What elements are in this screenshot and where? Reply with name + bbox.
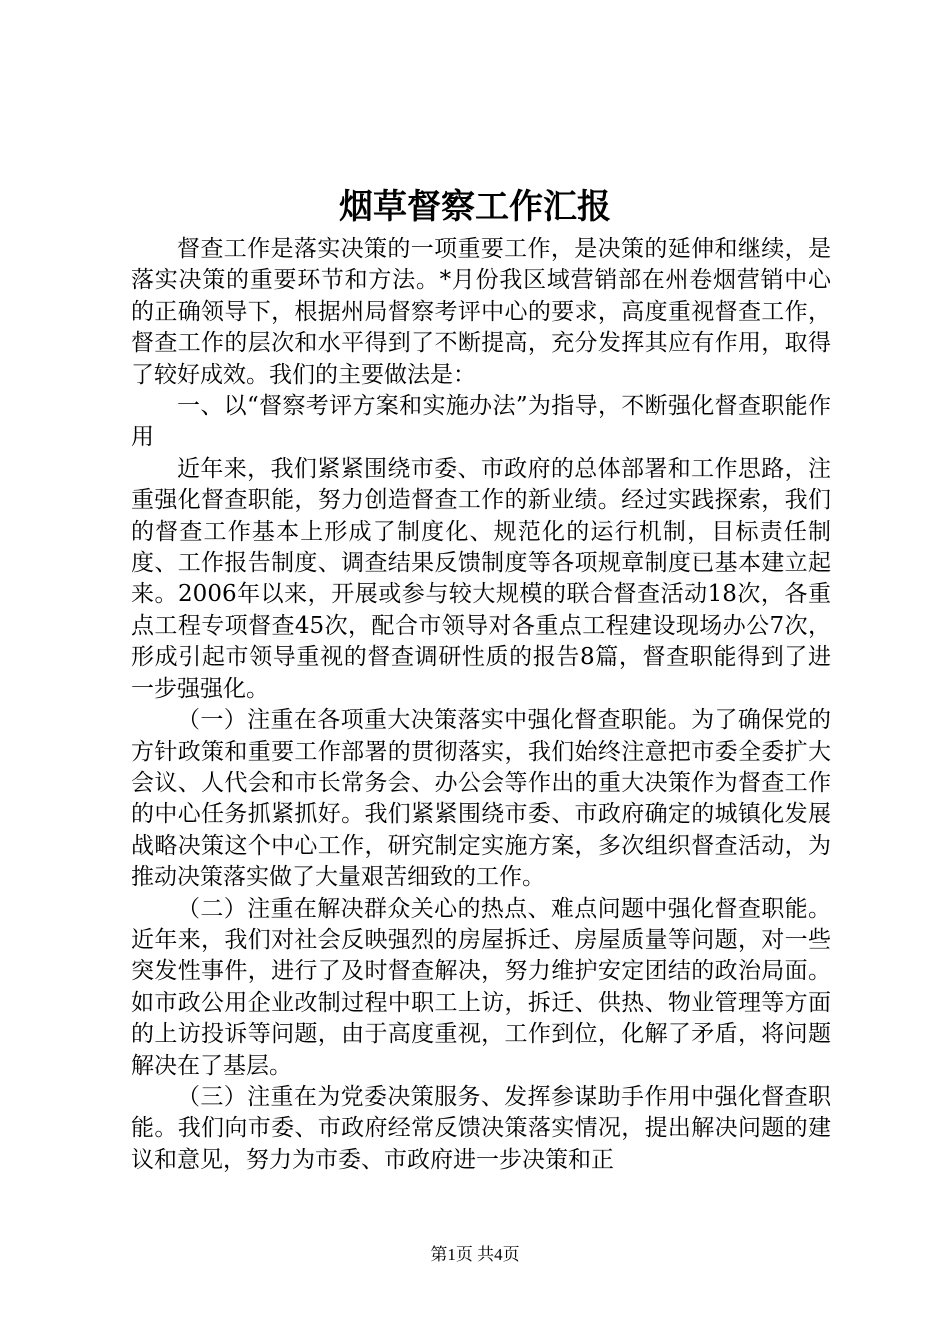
paragraph: （一）注重在各项重大决策落实中强化督查职能。为了确保党的方针政策和重要工作部署的贯彻落实，我们始终注意把市委全委扩大会议、人代会和市长常务会、办公会等作出的重大决策作为督查工作的中心任务抓紧抓好。我们紧紧围绕市委、市政府确定的城镇化发展战略决策这个中心工作，研究制定实施方案，多次组织督查活动，为推动决策落实做了大量艰苦细致的工作。 xyxy=(131,707,831,891)
paragraph: （二）注重在解决群众关心的热点、难点问题中强化督查职能。近年来，我们对社会反映强烈的房屋拆迁、房屋质量等问题，对一些突发性事件，进行了及时督查解决，努力维护安定团结的政治局面。如市政公用企业改制过程中职工上访，拆迁、供热、物业管理等方面的上访投诉等问题，由于高度重视，工作到位，化解了矛盾，将问题解决在了基层。 xyxy=(131,895,831,1079)
paragraph: 督查工作是落实决策的一项重要工作，是决策的延伸和继续，是落实决策的重要环节和方法。*月份我区域营销部在州卷烟营销中心的正确领导下，根据州局督察考评中心的要求，高度重视督查工作，督查工作的层次和水平得到了不断提高，充分发挥其应有作用，取得了较好成效。我们的主要做法是： xyxy=(131,236,831,388)
section-heading: 一、以“督察考评方案和实施办法”为指导，不断强化督查职能作用 xyxy=(131,393,831,451)
page-footer: 第1页 共4页 xyxy=(430,1245,520,1264)
paragraph: （三）注重在为党委决策服务、发挥参谋助手作用中强化督查职能。我们向市委、市政府经常反馈决策落实情况，提出解决问题的建议和意见，努力为市委、市政府进一步决策和正 xyxy=(131,1083,831,1173)
document-body xyxy=(131,234,831,1176)
document-title: 烟草督察工作汇报 xyxy=(339,187,611,227)
paragraph: 近年来，我们紧紧围绕市委、市政府的总体部署和工作思路，注重强化督查职能，努力创造督查工作的新业绩。经过实践探索，我们的督查工作基本上形成了制度化、规范化的运行机制，目标责任制度、工作报告制度、调查结果反馈制度等各项规章制度已基本建立起来。2006年以来，开展或参与较大规模的联合督查活动18次，各重点工程专项督查45次，配合市领导对各重点工程建设现场办公7次，形成引起市领导重视的督查调研性质的报告8篇，督查职能得到了进一步强强化。 xyxy=(131,455,831,702)
